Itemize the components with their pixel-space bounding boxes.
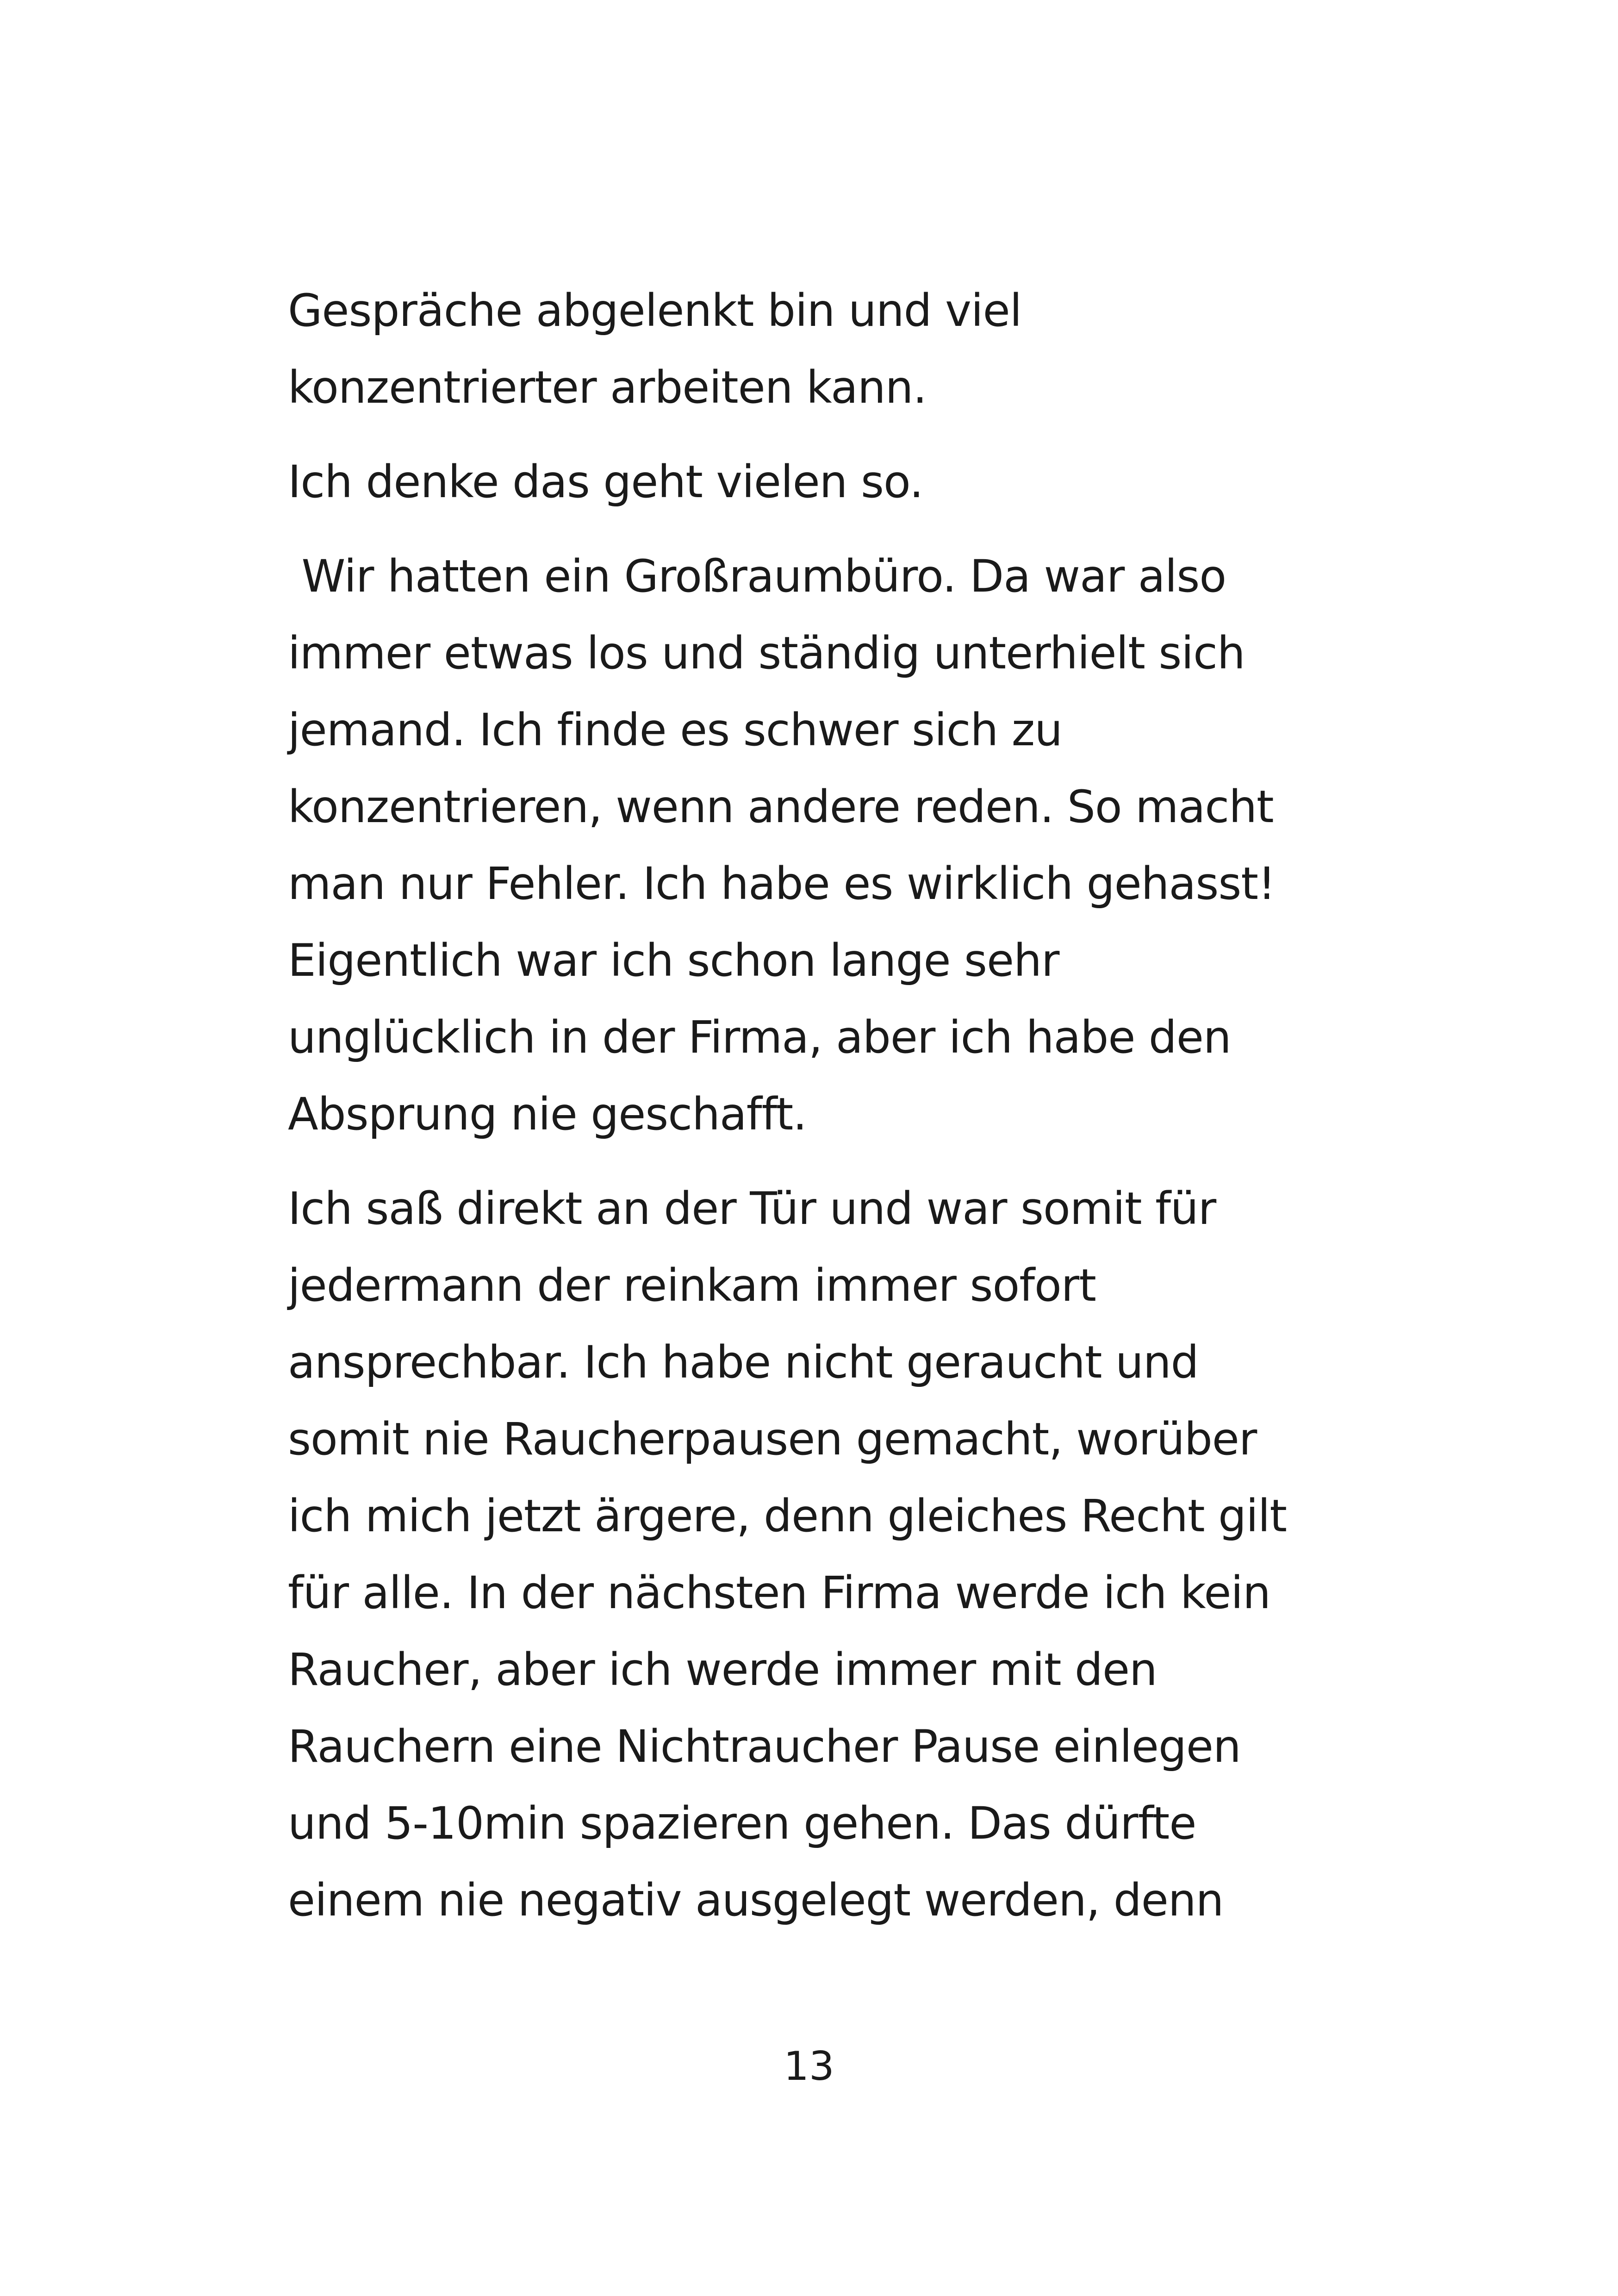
text-line: ich mich jetzt ärgere, denn gleiches Recht gilt: [288, 1490, 1287, 1542]
text-line: Eigentlich war ich schon lange sehr: [288, 935, 1059, 986]
text-line: Ich saß direkt an der Tür und war somit für: [288, 1183, 1216, 1235]
text-line: konzentrieren, wenn andere reden. So macht: [288, 781, 1274, 833]
text-line: Wir hatten ein Großraumbüro. Da war also: [288, 550, 1226, 602]
paragraph-4: [288, 1170, 1366, 1939]
text-line: jedermann der reinkam immer sofort: [288, 1260, 1096, 1311]
text-line: man nur Fehler. Ich habe es wirklich gehasst!: [288, 858, 1276, 910]
text-line: Rauchern eine Nichtraucher Pause einlegen: [288, 1721, 1241, 1772]
text-line: Ich denke das geht vielen so.: [288, 456, 923, 508]
text-line: ansprechbar. Ich habe nicht geraucht und: [288, 1336, 1199, 1388]
page-number: 13: [784, 2043, 834, 2090]
text-line: Gespräche abgelenkt bin und viel: [288, 285, 1022, 337]
text-line: somit nie Raucherpausen gemacht, worüber: [288, 1413, 1257, 1465]
paragraph-3: [288, 538, 1366, 1153]
text-line: jemand. Ich finde es schwer sich zu: [288, 704, 1063, 756]
paragraph-2: [288, 443, 1366, 520]
text-line: unglücklich in der Firma, aber ich habe den: [288, 1011, 1231, 1063]
text-line: Raucher, aber ich werde immer mit den: [288, 1644, 1157, 1696]
text-line: und 5-10min spazieren gehen. Das dürfte: [288, 1797, 1196, 1849]
text-line: einem nie negativ ausgelegt werden, denn: [288, 1874, 1224, 1926]
text-line: für alle. In der nächsten Firma werde ich kein: [288, 1567, 1270, 1619]
body-text: [288, 272, 1366, 1956]
paragraph-1: [288, 272, 1366, 426]
text-line: Absprung nie geschafft.: [288, 1088, 807, 1140]
text-line: immer etwas los und ständig unterhielt sich: [288, 627, 1245, 679]
text-line: konzentrierter arbeiten kann.: [288, 362, 927, 413]
